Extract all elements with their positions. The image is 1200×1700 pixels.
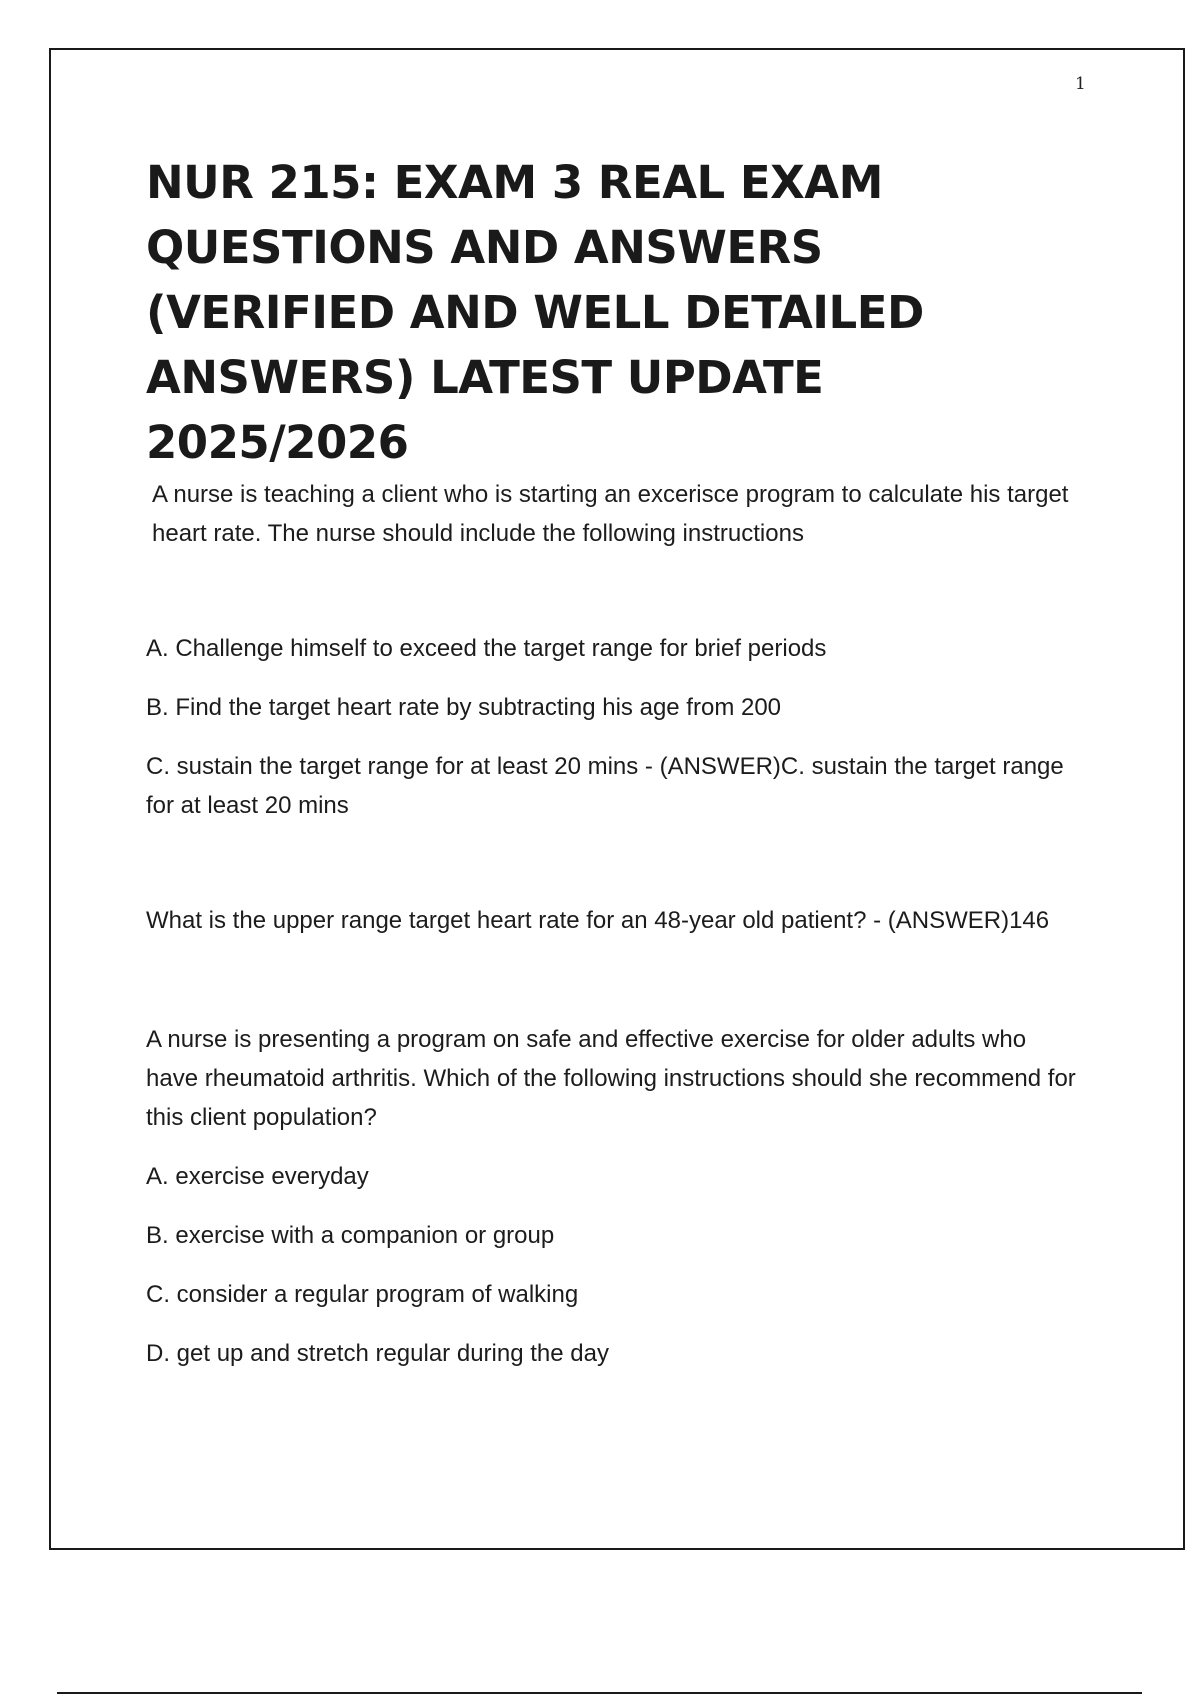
- question-1-stem: A nurse is teaching a client who is starting an excerisce program to calculate his target heart rate. The nurse should include the following instructions: [152, 481, 1069, 547]
- question-1-option-b: B. Find the target heart rate by subtracting his age from 200: [146, 694, 782, 721]
- question-2-text: What is the upper range target heart rate for an 48-year old patient? - (ANSWER)146: [146, 907, 1050, 934]
- question-3-option-a: A. exercise everyday: [146, 1163, 369, 1190]
- question-3-option-b: B. exercise with a companion or group: [146, 1222, 555, 1249]
- question-1-option-c: C. sustain the target range for at least 20 mins - (ANSWER)C. sustain the target range for at least 20 mins: [146, 753, 1064, 819]
- question-3-option-d: D. get up and stretch regular during the day: [146, 1340, 609, 1367]
- page-number: 1: [1075, 74, 1086, 94]
- document-body: [146, 150, 1076, 1373]
- bottom-divider: [57, 1692, 1142, 1694]
- question-1-option-a: A. Challenge himself to exceed the target range for brief periods: [146, 635, 827, 662]
- document-title: NUR 215: EXAM 3 REAL EXAM QUESTIONS AND ANSWERS (VERIFIED AND WELL DETAILED ANSWERS) LATEST UPDATE 2025/2026: [146, 156, 924, 469]
- question-3-option-c: C. consider a regular program of walking: [146, 1281, 579, 1308]
- question-3-stem: A nurse is presenting a program on safe and effective exercise for older adults who have rheumatoid arthritis. Which of the following instructions should she recommend for this client population?: [146, 1026, 1076, 1131]
